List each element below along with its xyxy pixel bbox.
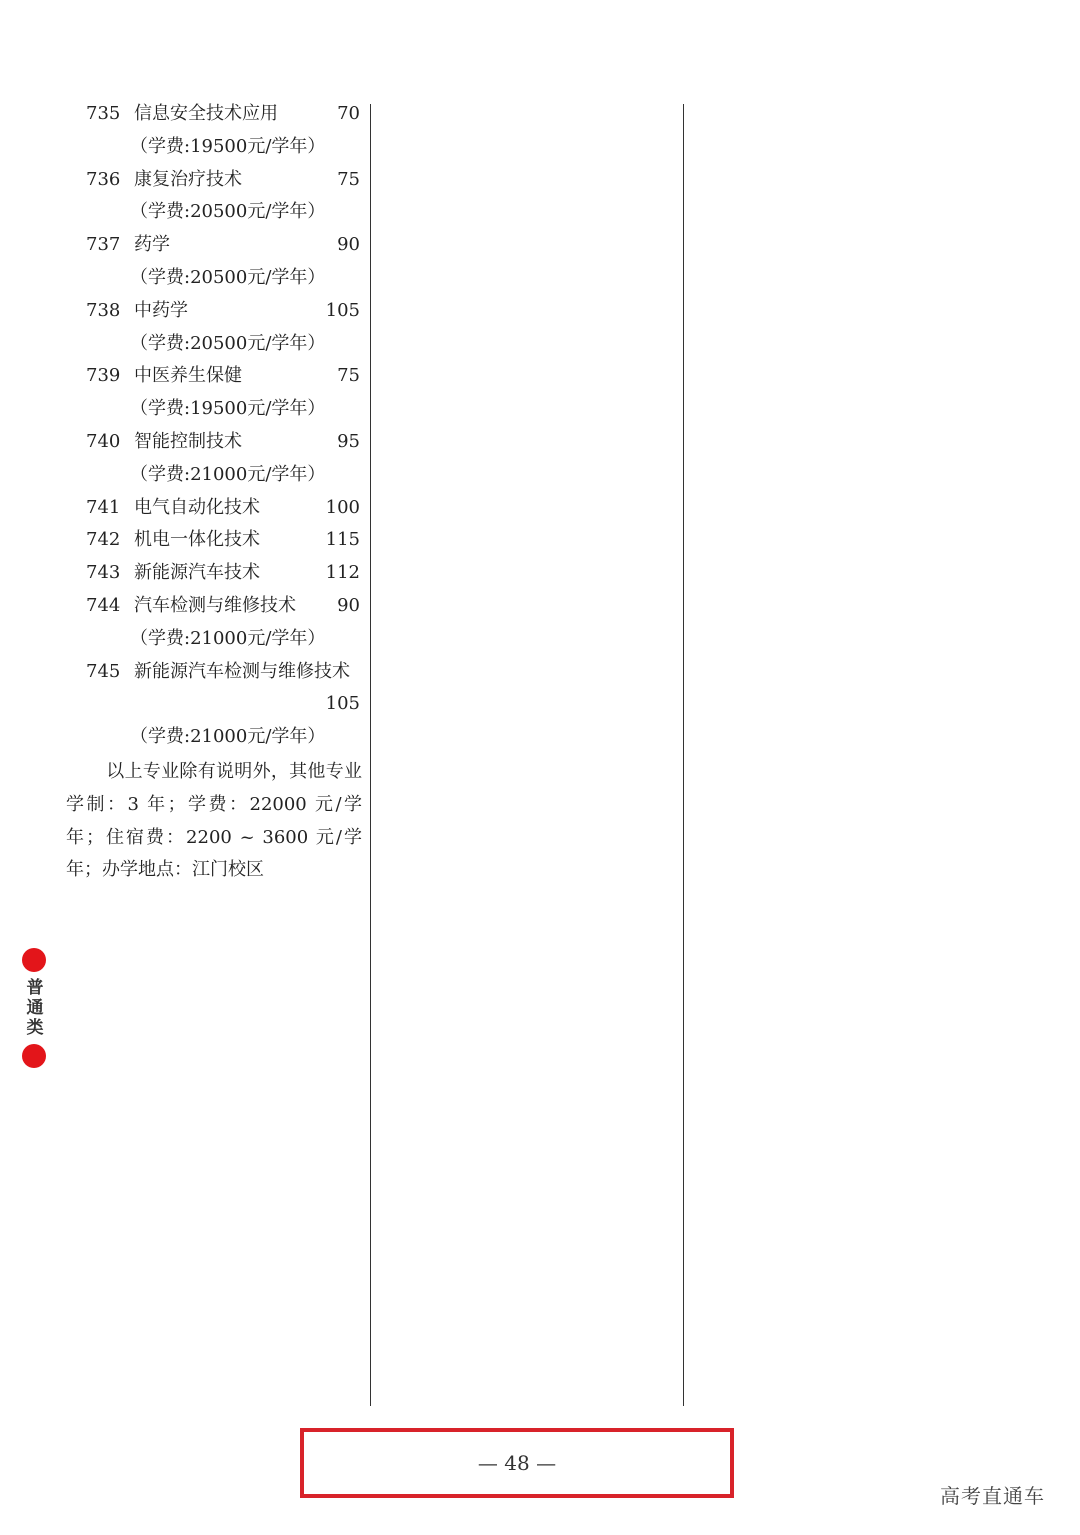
program-quota: 95 [337,430,360,452]
category-label: 普 通 类 [26,978,44,1038]
program-name: 智能控制技术 [134,430,242,452]
program-fee: （学费:21000元/学年） [130,463,326,485]
program-code: 737 [86,234,121,256]
page-number: — 48 — [477,1451,557,1475]
program-quota: 90 [337,234,360,256]
program-code: 745 [86,660,121,682]
program-code: 742 [86,529,121,551]
program-fee-row [0,131,372,164]
red-dot-icon [22,1044,46,1068]
program-quota: 105 [325,693,360,715]
program-row [0,656,372,689]
program-fee-row [0,623,372,656]
program-quota: 75 [337,365,360,387]
program-name: 新能源汽车检测与维修技术 [134,660,350,682]
program-name: 中医养生保健 [134,365,242,387]
program-name: 电气自动化技术 [134,496,260,518]
program-fee: （学费:21000元/学年） [130,627,326,649]
program-fee: （学费:21000元/学年） [130,726,326,748]
program-fee-row [0,721,372,754]
program-row [0,524,372,557]
page-number-highlight-box [300,1428,734,1498]
program-code: 743 [86,562,121,584]
program-quota: 75 [337,168,360,190]
program-name: 信息安全技术应用 [134,103,278,124]
program-fee-row [0,459,372,492]
program-name: 中药学 [134,299,188,321]
program-name: 药学 [134,234,170,256]
program-code: 736 [86,168,121,190]
program-name: 康复治疗技术 [134,168,242,190]
program-row [0,229,372,262]
program-name: 新能源汽车技术 [134,562,260,584]
program-row [0,295,372,328]
general-note-text: 以上专业除有说明外，其他专业学制：3 年；学费：22000 元/学年；住宿费：2200 ~ 3600 元/学年；办学地点：江门校区 [66,761,362,881]
column-rule-right [683,104,684,1406]
program-name: 机电一体化技术 [134,529,260,551]
program-fee-row [0,262,372,295]
program-row [0,492,372,525]
program-code: 738 [86,299,121,321]
program-row [0,590,372,623]
red-dot-icon [22,948,46,972]
program-code: 740 [86,430,121,452]
program-quota: 90 [337,594,360,616]
program-list [0,98,372,754]
program-row [0,426,372,459]
program-row [0,360,372,393]
program-quota: 115 [325,529,360,551]
program-fee: （学费:20500元/学年） [130,201,326,223]
program-code: 739 [86,365,121,387]
program-code: 744 [86,594,121,616]
program-fee-row [0,328,372,361]
program-quota-row [0,688,372,721]
category-side-tab [20,948,50,1070]
program-fee: （学费:20500元/学年） [130,332,326,354]
program-row [0,164,372,197]
program-fee-row [0,393,372,426]
program-row [0,557,372,590]
program-code: 735 [86,103,121,124]
program-quota: 112 [325,562,360,584]
program-name: 汽车检测与维修技术 [134,594,296,616]
general-note [66,756,362,887]
program-fee-row [0,196,372,229]
program-fee: （学费:19500元/学年） [130,135,326,157]
watermark-text: 高考直通车 [940,1484,1045,1508]
program-fee: （学费:19500元/学年） [130,398,326,420]
program-quota: 105 [325,299,360,321]
program-quota: 70 [337,103,360,124]
program-code: 741 [86,496,121,518]
program-row [0,98,372,131]
program-fee: （学费:20500元/学年） [130,266,326,288]
program-quota: 100 [325,496,360,518]
